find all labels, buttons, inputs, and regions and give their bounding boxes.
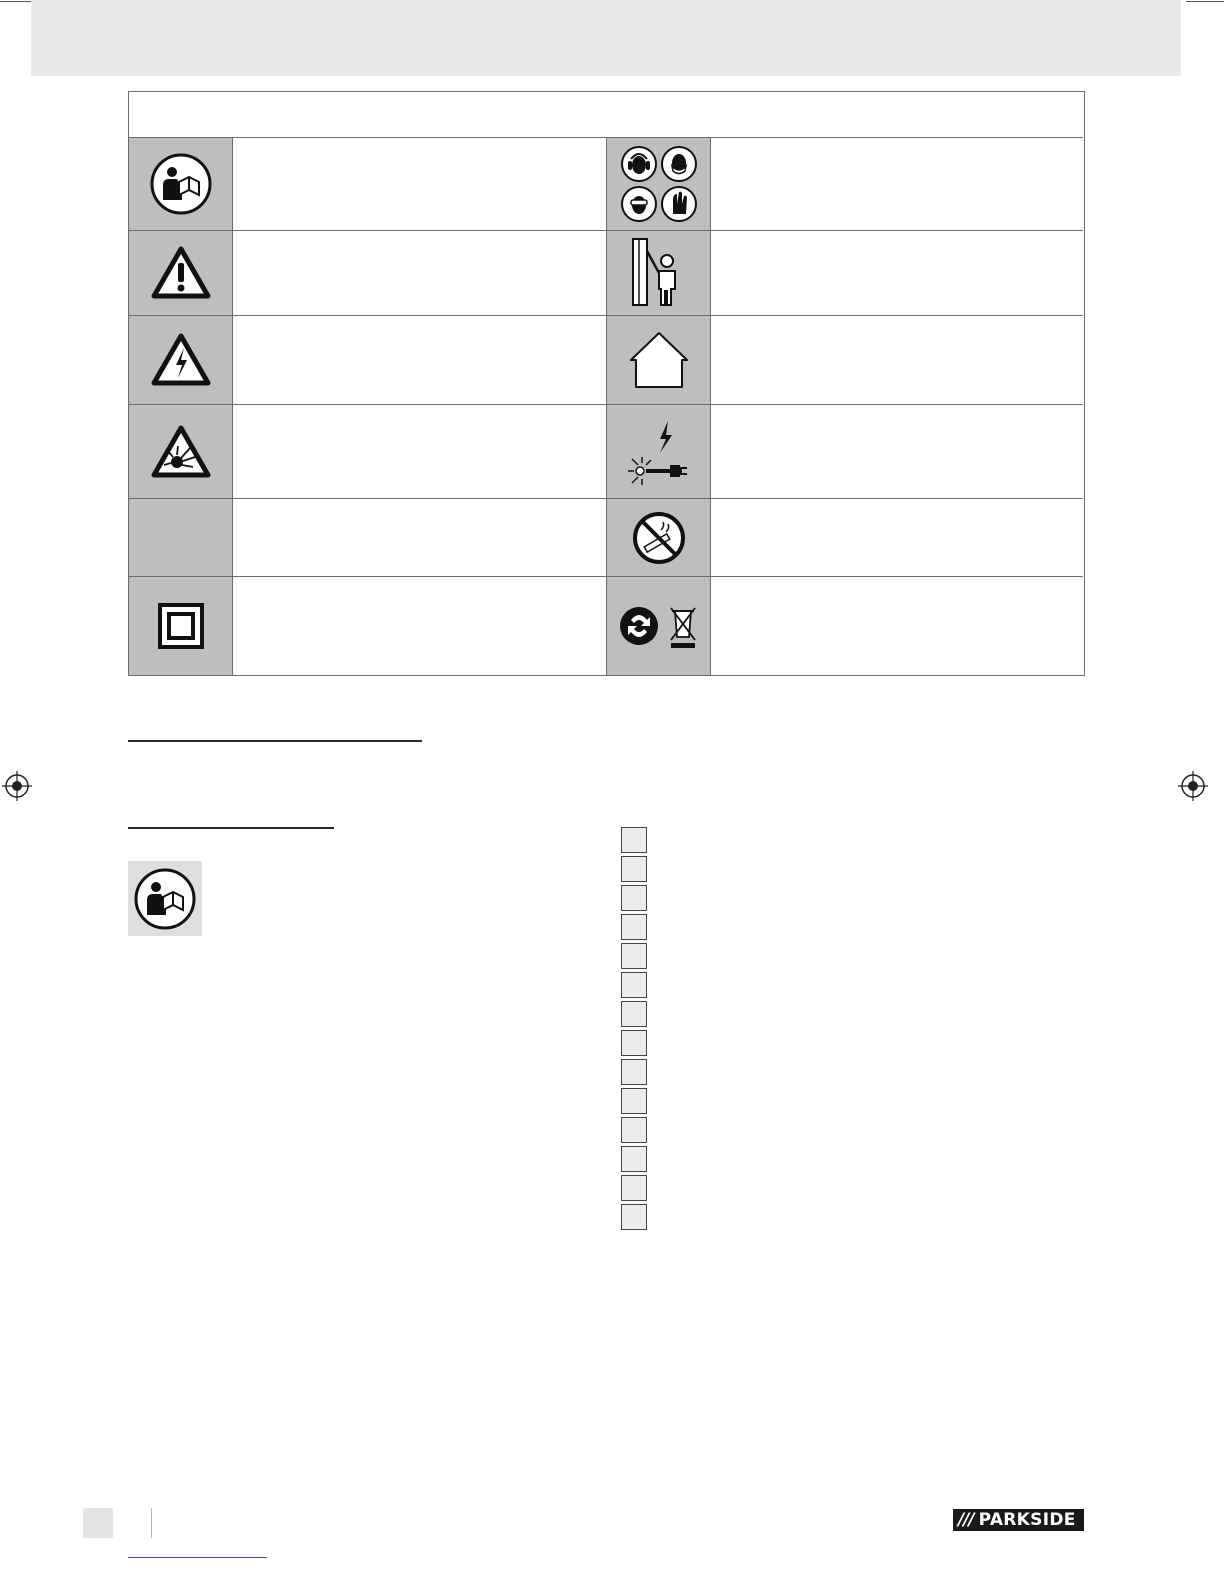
symbol-description <box>233 499 607 576</box>
part-number-box <box>621 1059 647 1085</box>
symbol-description <box>711 138 1083 230</box>
protection-class-ii-icon <box>158 603 204 649</box>
registration-mark-right <box>1178 771 1208 801</box>
footer-link-underline <box>128 1557 267 1558</box>
part-number-box <box>621 943 647 969</box>
read-manual-symbol-box <box>128 861 202 936</box>
symbol-table-heading-row <box>129 92 1083 138</box>
symbol-description <box>233 316 607 404</box>
table-row <box>129 230 1083 315</box>
no-smoking-icon <box>631 510 687 566</box>
table-row <box>129 315 1083 404</box>
symbol-description <box>233 405 607 498</box>
explosion-warning-icon <box>151 425 211 479</box>
part-number-box <box>621 1088 647 1114</box>
protective-equipment-icon <box>619 144 699 224</box>
symbol-description <box>233 577 607 675</box>
symbol-description <box>711 499 1083 576</box>
registration-mark-left <box>2 771 32 801</box>
part-number-box <box>621 972 647 998</box>
footer-divider <box>151 1508 152 1538</box>
empty-icon-cell <box>129 499 233 576</box>
read-manual-icon <box>133 867 197 931</box>
table-row <box>129 404 1083 498</box>
table-row <box>129 576 1083 675</box>
logo-slashes: /// <box>958 1510 974 1530</box>
indoor-use-icon <box>628 330 690 390</box>
header-band <box>31 0 1181 76</box>
symbol-description <box>711 577 1083 675</box>
part-number-box <box>621 914 647 940</box>
read-manual-icon <box>149 152 213 216</box>
part-number-box <box>621 856 647 882</box>
part-number-box <box>621 1001 647 1027</box>
keep-children-away-icon <box>629 237 689 309</box>
symbol-description <box>233 138 607 230</box>
damaged-cable-unplug-icon <box>624 417 694 487</box>
logo-wordmark: PARKSIDE <box>978 1510 1076 1530</box>
part-number-box <box>621 885 647 911</box>
symbol-description <box>233 231 607 315</box>
parkside-logo <box>953 1509 1084 1531</box>
table-row <box>129 498 1083 576</box>
crop-mark-top-right <box>1186 1 1224 2</box>
symbol-description <box>711 405 1083 498</box>
symbol-description <box>711 316 1083 404</box>
part-number-box <box>621 1117 647 1143</box>
part-number-box <box>621 827 647 853</box>
warning-icon <box>151 246 211 300</box>
symbol-table <box>128 91 1085 676</box>
part-number-box <box>621 1204 647 1230</box>
electric-shock-warning-icon <box>151 333 211 387</box>
part-number-box <box>621 1146 647 1172</box>
page-number-box <box>83 1508 113 1538</box>
section-heading-rule <box>128 740 422 742</box>
table-row <box>129 138 1083 230</box>
subsection-heading-rule <box>128 827 334 829</box>
part-number-box <box>621 1030 647 1056</box>
part-number-box <box>621 1175 647 1201</box>
recycling-disposal-icon <box>619 603 699 649</box>
symbol-description <box>711 231 1083 315</box>
